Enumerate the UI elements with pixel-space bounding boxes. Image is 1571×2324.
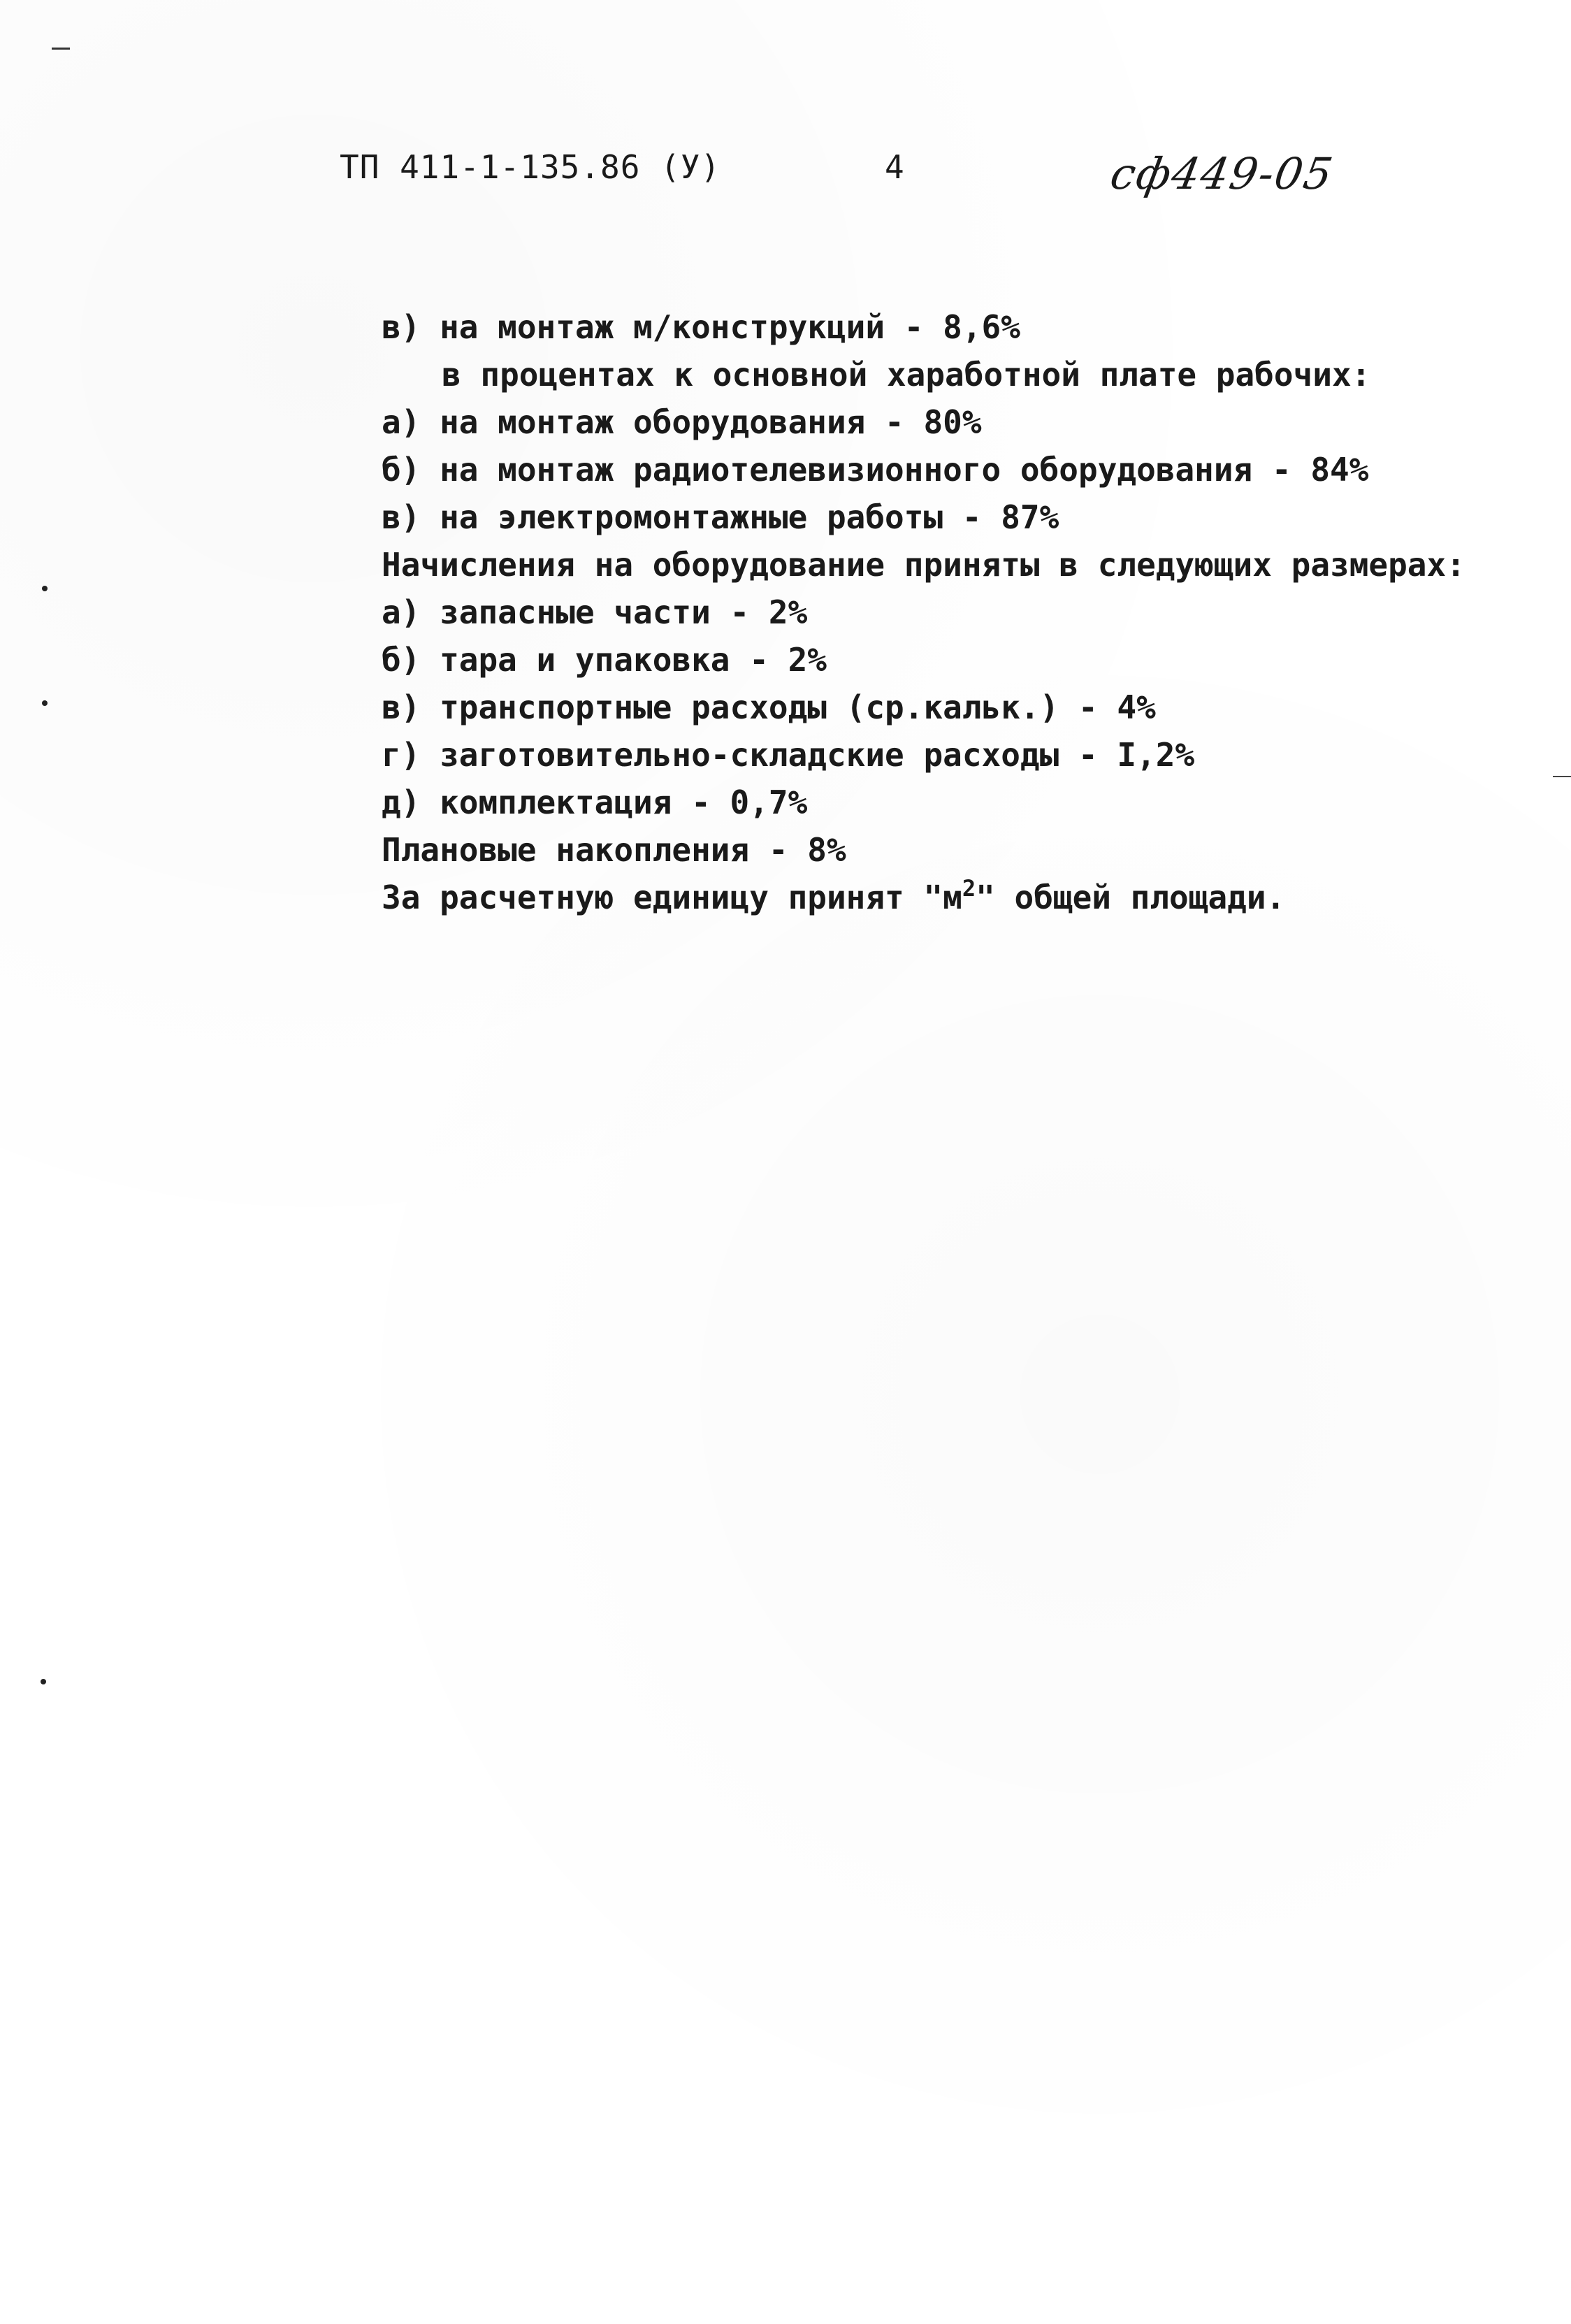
text-line: Плановые накопления - 8% bbox=[382, 831, 846, 869]
text-line: б) тара и упаковка - 2% bbox=[382, 641, 827, 679]
document-code: ТП 411-1-135.86 (У) bbox=[340, 148, 721, 186]
text-line: в процентах к основной харaботной плате рабочих: bbox=[442, 356, 1371, 394]
margin-tick bbox=[1553, 776, 1571, 777]
text-line: б) на монтаж радиотелевизионного оборудования - 84% bbox=[382, 451, 1369, 489]
scan-mark bbox=[52, 48, 70, 50]
margin-dot bbox=[42, 700, 48, 706]
text-line: д) комплектация - 0,7% bbox=[382, 784, 808, 821]
text-line: а) на монтаж оборудования - 80% bbox=[382, 403, 982, 441]
margin-dot bbox=[42, 586, 48, 591]
text-line: г) заготовительно-складские расходы - I,2% bbox=[382, 736, 1195, 774]
text-segment: За расчетную единицу принят "м bbox=[382, 879, 962, 916]
page-number: 4 bbox=[885, 148, 904, 186]
text-line: Начисления на оборудование приняты в следующих размерах: bbox=[382, 546, 1465, 584]
handwritten-annotation: сф449-05 bbox=[1106, 148, 1338, 199]
superscript: 2 bbox=[962, 875, 976, 902]
text-segment: " общей площади. bbox=[976, 879, 1286, 916]
body-text bbox=[382, 303, 1528, 921]
text-line: а) запасные части - 2% bbox=[382, 593, 808, 631]
margin-dot bbox=[41, 1679, 46, 1684]
text-line: в) на электромонтажные работы - 87% bbox=[382, 498, 1059, 536]
text-line: в) на монтаж м/конструкций - 8,6% bbox=[382, 308, 1020, 346]
text-line: в) транспортные расходы (ср.кальк.) - 4% bbox=[382, 688, 1156, 726]
text-line bbox=[382, 874, 1528, 921]
